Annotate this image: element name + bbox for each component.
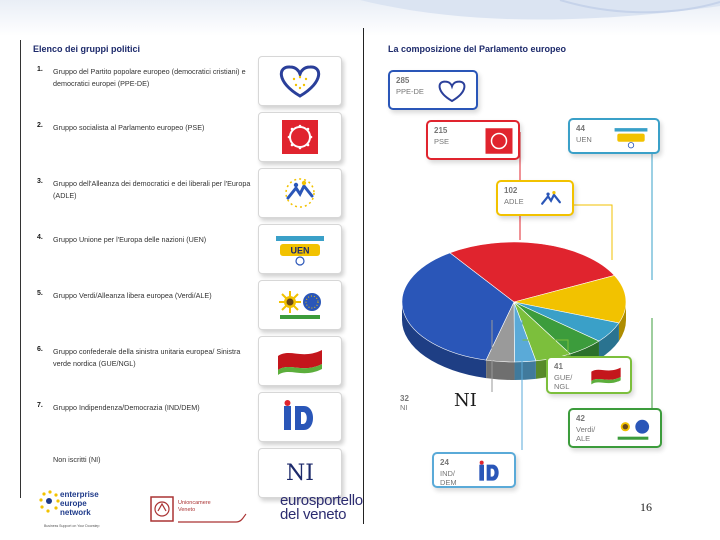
slide-page-number: 16	[640, 500, 652, 514]
callout-ppe-de	[388, 70, 478, 110]
group-name: Gruppo confederale della sinistra unitaria europea/ Sinistra verde nordica (GUE/NGL)	[53, 347, 241, 368]
callout-ind-dem	[432, 452, 516, 488]
unioncamere-underline-decoration	[178, 512, 248, 524]
group-name: Gruppo socialista al Parlamento europeo (PSE)	[53, 123, 205, 132]
een-logo-text: enterprise europe network	[60, 490, 99, 517]
pse-roses-logo	[258, 112, 342, 162]
callout-label: ADLE	[504, 197, 524, 206]
callout-value: 102	[504, 186, 518, 195]
eurosportello-line2: del veneto	[280, 506, 347, 523]
group-number: 1.	[37, 66, 43, 73]
ni-large-label: NI	[454, 390, 477, 411]
callout-label: Verdi/ ALE	[576, 425, 596, 443]
eurosportello-logo	[280, 494, 363, 522]
callout-ni	[400, 394, 409, 412]
ppe-de-heart-logo	[258, 56, 342, 106]
callout-value: 42	[576, 414, 585, 423]
uen-icon	[608, 124, 654, 150]
adle-figures-logo	[258, 168, 342, 218]
verdi-ale-logo	[258, 280, 342, 330]
group-name: Gruppo Indipendenza/Democrazia (IND/DEM)	[53, 403, 200, 412]
groups-list-title: Elenco dei gruppi politici	[33, 44, 141, 54]
group-row-verdi-ale	[33, 290, 363, 342]
parliament-composition-panel	[382, 40, 666, 498]
group-row-ppe-de	[33, 66, 363, 118]
group-name: Non iscritti (NI)	[53, 455, 101, 464]
group-name: Gruppo dell'Alleanza dei democratici e dei liberali per l'Europa (ADLE)	[53, 179, 251, 200]
group-number: 6.	[37, 346, 43, 353]
pse-roses-icon	[484, 126, 514, 156]
slide-divider-line	[363, 28, 364, 524]
group-number: 7.	[37, 402, 43, 409]
verdi-ale-icon	[610, 414, 656, 444]
uen-logo	[258, 224, 342, 274]
group-name: Gruppo Verdi/Alleanza libera europea (Verdi/ALE)	[53, 291, 212, 300]
callout-value: 41	[554, 362, 563, 371]
callout-label: PPE-DE	[396, 87, 424, 96]
callout-value: 32	[400, 394, 409, 403]
ni-logo	[258, 448, 342, 498]
group-row-ind-dem	[33, 402, 363, 454]
pie-side-ni	[486, 360, 514, 380]
group-row-gue-ngl	[33, 346, 363, 398]
adle-icon	[534, 186, 568, 214]
political-groups-list	[20, 40, 354, 498]
header-swoosh-decoration	[0, 0, 720, 36]
group-number: 2.	[37, 122, 43, 129]
group-number: 4.	[37, 234, 43, 241]
ind-dem-logo	[258, 392, 342, 442]
eurosportello-line1: eurosportello	[280, 492, 363, 509]
composition-title: La composizione del Parlamento europeo	[388, 44, 567, 54]
callout-value: 285	[396, 76, 410, 85]
unioncamere-logo-text: Unioncamere Veneto	[178, 500, 211, 513]
group-row-uen	[33, 234, 363, 286]
group-row-adle	[33, 178, 363, 230]
callout-verdi-ale	[568, 408, 662, 448]
group-name: Gruppo del Partito popolare europeo (democratici cristiani) e democratici europei (PPE-DE)	[53, 67, 246, 88]
group-row-pse	[33, 122, 363, 174]
group-name: Gruppo Unione per l'Europa delle nazioni (UEN)	[53, 235, 207, 244]
callout-value: 24	[440, 458, 449, 467]
callout-label: PSE	[434, 137, 450, 146]
pie-side-ind-dem	[515, 361, 536, 380]
callout-pse	[426, 120, 520, 160]
callout-label: IND/ DEM	[440, 469, 457, 487]
callout-value: 44	[576, 124, 585, 133]
callout-label: GUE/ NGL	[554, 373, 573, 391]
callout-label: NI	[400, 403, 408, 412]
gue-ngl-flag-logo	[258, 336, 342, 386]
ind-dem-icon	[470, 458, 510, 486]
callout-gue-ngl	[546, 356, 632, 394]
callout-adle	[496, 180, 574, 216]
een-tagline: Business Support on Your Doorstep	[44, 524, 100, 528]
ppe-de-heart-icon	[432, 76, 472, 106]
callout-label: UEN	[576, 135, 592, 144]
gue-ngl-flag-icon	[586, 362, 626, 388]
group-number: 3.	[37, 178, 43, 185]
unioncamere-seal-icon	[150, 496, 174, 522]
ni-logo-text: NI	[286, 460, 314, 486]
callout-uen	[568, 118, 660, 154]
group-number: 5.	[37, 290, 43, 297]
svg-text:UEN: UEN	[290, 245, 310, 256]
callout-value: 215	[434, 126, 448, 135]
